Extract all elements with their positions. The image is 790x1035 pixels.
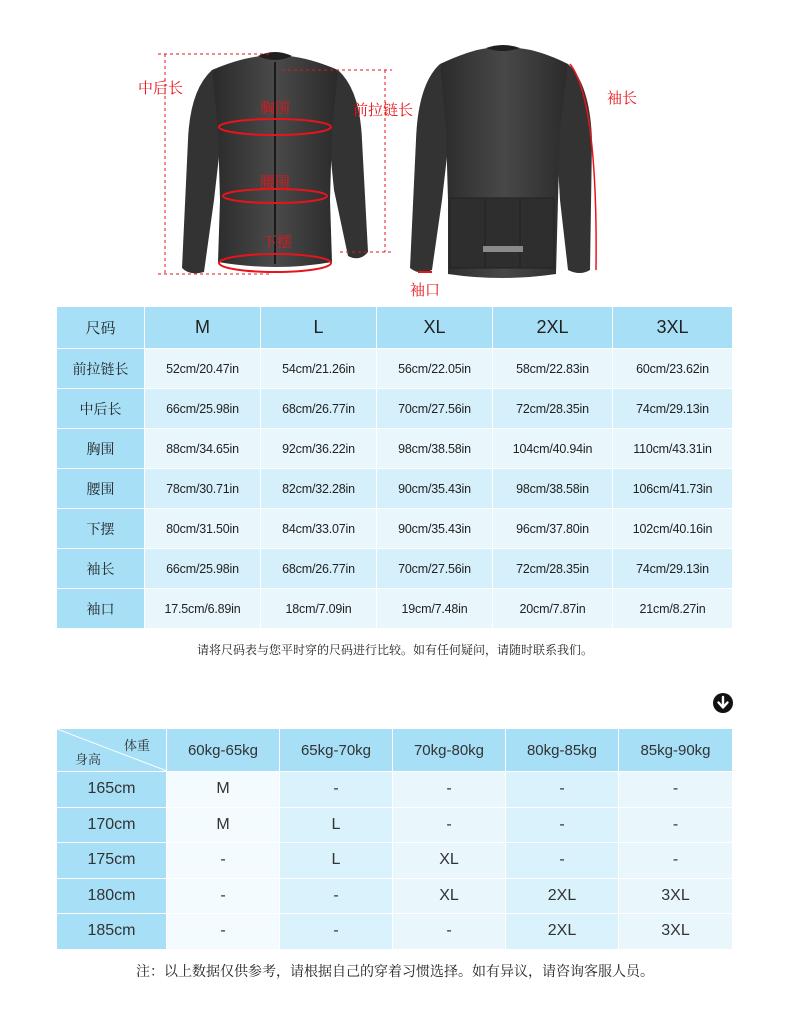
table-cell: -	[506, 843, 619, 879]
table-cell: 102cm/40.16in	[613, 509, 733, 549]
table-cell: -	[393, 807, 506, 843]
table-cell: 106cm/41.73in	[613, 469, 733, 509]
label-sleeve-length: 袖长	[607, 89, 638, 107]
table-row	[57, 914, 733, 950]
label-front-zip: 前拉链长	[353, 101, 414, 119]
table-cell: 78cm/30.71in	[145, 469, 261, 509]
table-cell: -	[619, 843, 733, 879]
table-cell: 70cm/27.56in	[377, 389, 493, 429]
table-cell: 3XL	[619, 878, 733, 914]
size-header: M	[145, 307, 261, 349]
table-cell: 96cm/37.80in	[493, 509, 613, 549]
table-cell: 104cm/40.94in	[493, 429, 613, 469]
table-cell: 88cm/34.65in	[145, 429, 261, 469]
size-header: 3XL	[613, 307, 733, 349]
table-cell: 80cm/31.50in	[145, 509, 261, 549]
table-cell: 52cm/20.47in	[145, 349, 261, 389]
weight-header: 65kg-70kg	[280, 729, 393, 772]
label-waist: 腰围	[260, 173, 291, 191]
table-row	[57, 549, 733, 589]
size-header: L	[261, 307, 377, 349]
reference-disclaimer-note: 注：以上数据仅供参考，请根据自己的穿着习惯选择。如有异议，请咨询客服人员。	[136, 964, 654, 980]
table-cell: 20cm/7.87in	[493, 589, 613, 629]
label-chest: 胸围	[260, 99, 291, 117]
row-label: 袖长	[57, 549, 145, 589]
weight-header: 85kg-90kg	[619, 729, 733, 772]
table-row	[57, 469, 733, 509]
table-cell: 54cm/21.26in	[261, 349, 377, 389]
row-label: 腰围	[57, 469, 145, 509]
label-cuff: 袖口	[410, 281, 441, 299]
diagonal-corner-header	[57, 729, 167, 772]
table-row	[57, 772, 733, 808]
table-cell: 3XL	[619, 914, 733, 950]
arrow-down-circle-icon[interactable]	[712, 692, 734, 714]
weight-header-row	[57, 729, 733, 772]
size-header: 2XL	[493, 307, 613, 349]
table-cell: 2XL	[506, 914, 619, 950]
table-cell: -	[280, 914, 393, 950]
table-row	[57, 429, 733, 469]
table-cell: 84cm/33.07in	[261, 509, 377, 549]
table-cell: 90cm/35.43in	[377, 469, 493, 509]
table-cell: 92cm/36.22in	[261, 429, 377, 469]
table-cell: 98cm/38.58in	[377, 429, 493, 469]
weight-axis-label: 体重	[123, 739, 150, 754]
jersey-measurement-figure	[0, 0, 790, 300]
table-cell: XL	[393, 843, 506, 879]
jersey-illustration	[0, 0, 790, 300]
table-cell: 17.5cm/6.89in	[145, 589, 261, 629]
table-cell: -	[506, 772, 619, 808]
table-row	[57, 349, 733, 389]
height-label: 185cm	[57, 914, 167, 950]
table-cell: M	[167, 772, 280, 808]
table-cell: 66cm/25.98in	[145, 389, 261, 429]
table-cell: -	[280, 878, 393, 914]
table-cell: 19cm/7.48in	[377, 589, 493, 629]
table-cell: 110cm/43.31in	[613, 429, 733, 469]
table-cell: 90cm/35.43in	[377, 509, 493, 549]
size-corner-header: 尺码	[57, 307, 145, 349]
table-cell: -	[393, 914, 506, 950]
height-label: 175cm	[57, 843, 167, 879]
size-header: XL	[377, 307, 493, 349]
size-header-row	[57, 307, 733, 349]
table-cell: -	[506, 807, 619, 843]
table-cell: 60cm/23.62in	[613, 349, 733, 389]
table-cell: -	[167, 878, 280, 914]
table-row	[57, 878, 733, 914]
row-label: 前拉链长	[57, 349, 145, 389]
table-row	[57, 807, 733, 843]
table-cell: -	[619, 772, 733, 808]
table-cell: 70cm/27.56in	[377, 549, 493, 589]
table-cell: -	[167, 914, 280, 950]
height-label: 165cm	[57, 772, 167, 808]
table-cell: M	[167, 807, 280, 843]
table-cell: 82cm/32.28in	[261, 469, 377, 509]
height-label: 180cm	[57, 878, 167, 914]
table-cell: -	[167, 843, 280, 879]
row-label: 下摆	[57, 509, 145, 549]
table-row	[57, 389, 733, 429]
table-cell: 18cm/7.09in	[261, 589, 377, 629]
table-cell: 74cm/29.13in	[613, 389, 733, 429]
table-cell: 72cm/28.35in	[493, 389, 613, 429]
weight-header: 60kg-65kg	[167, 729, 280, 772]
jersey-back	[410, 45, 592, 278]
table-row	[57, 509, 733, 549]
table-cell: 21cm/8.27in	[613, 589, 733, 629]
table-cell: -	[280, 772, 393, 808]
height-label: 170cm	[57, 807, 167, 843]
row-label: 胸围	[57, 429, 145, 469]
size-chart-table	[56, 306, 733, 629]
table-cell: L	[280, 843, 393, 879]
weight-header: 70kg-80kg	[393, 729, 506, 772]
row-label: 袖口	[57, 589, 145, 629]
table-cell: 72cm/28.35in	[493, 549, 613, 589]
table-cell: -	[393, 772, 506, 808]
table-cell: 68cm/26.77in	[261, 389, 377, 429]
table-cell: 74cm/29.13in	[613, 549, 733, 589]
label-hem: 下摆	[262, 233, 293, 251]
table-cell: L	[280, 807, 393, 843]
weight-height-table	[56, 728, 733, 950]
row-label: 中后长	[57, 389, 145, 429]
table-cell: 68cm/26.77in	[261, 549, 377, 589]
label-center-back: 中后长	[138, 79, 184, 97]
size-compare-note: 请将尺码表与您平时穿的尺码进行比较。如有任何疑问，请随时联系我们。	[196, 643, 593, 657]
table-cell: 56cm/22.05in	[377, 349, 493, 389]
table-cell: XL	[393, 878, 506, 914]
weight-header: 80kg-85kg	[506, 729, 619, 772]
table-cell: 58cm/22.83in	[493, 349, 613, 389]
height-axis-label: 身高	[75, 753, 102, 768]
table-row	[57, 589, 733, 629]
table-cell: 66cm/25.98in	[145, 549, 261, 589]
table-cell: 2XL	[506, 878, 619, 914]
table-cell: -	[619, 807, 733, 843]
table-row	[57, 843, 733, 879]
table-cell: 98cm/38.58in	[493, 469, 613, 509]
